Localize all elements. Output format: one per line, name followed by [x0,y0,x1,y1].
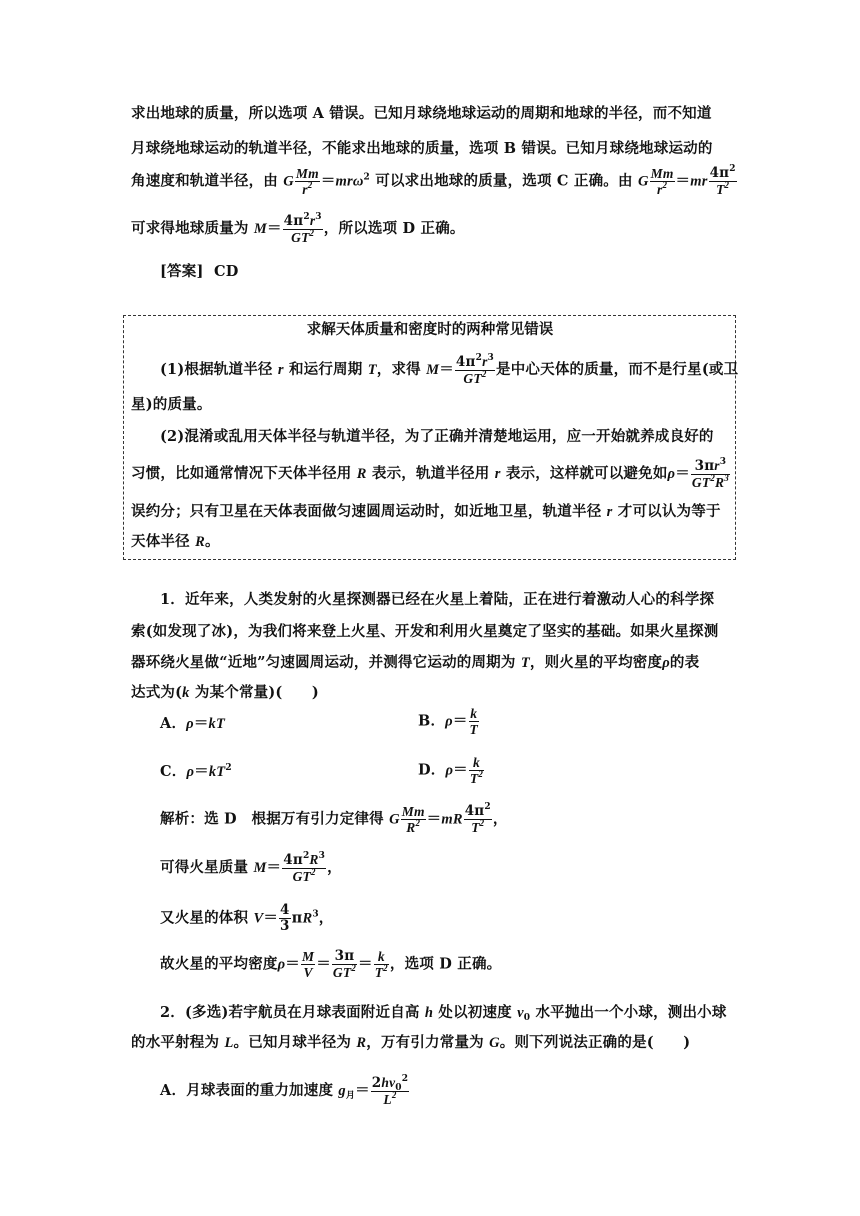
text-span: 索(如发现了冰)，为我们将来登上火星、开发和利用火星奠定了坚实的基础。如果火星探测 [131,623,719,640]
text-span: (2)混淆或乱用天体半径与轨道半径，为了正确并清楚地运用，应一开始就养成良好的 [160,428,714,445]
text-line [160,427,714,447]
text-span: 可得火星质量 [160,859,254,876]
fraction: $\frac{4\pi^2r^3}{GT^2}$ [283,212,322,245]
option-c: C．$\rho=kT^2$ [160,763,232,780]
fraction: $\frac{k}{T^2}$ [469,755,484,786]
text-span: 才可以认为等于 [612,503,721,520]
tip-box-title: 求解天体质量和密度时的两种常见错误 [306,322,554,338]
fraction: $\frac{Mm}{r^2}$ [650,166,674,197]
text-span: 。则下列说法正确的是( ) [499,1034,691,1051]
text-span: 2．(多选)若宇航员在月球表面附近自高 [160,1004,425,1021]
fraction: $\frac{3\pi r^3}{GT^2R^3}$ [691,457,729,490]
text-span: 故火星的平均密度 [160,955,278,973]
answer-label: [答案] [160,263,204,280]
text-span: 是中心天体的质量，而不是行星(或卫 [496,361,739,378]
text-span: ，则火星的平均密度 [529,654,663,671]
question-1-line [160,590,714,610]
solution-line: 可得火星质量 M＝ $\frac{4\pi^2R^3}{GT^2}$ ， [160,851,342,884]
fraction: $\frac{4\pi^2R^3}{GT^2}$ [283,851,326,884]
text-span: 达式为( [131,684,183,701]
text-span: 器环绕火星做“近地”匀速圆周运动，并测得它运动的周期为 [131,654,521,671]
fraction: $\frac{4\pi^2}{T^2}$ [709,164,736,197]
text-line: 角速度和轨道半径，由 G $\frac{Mm}{r^2}$ ＝mrω$^2$ 可以求出地球的质量，选项 C 正确。由 G $\frac{Mm}{r^2}$ ＝mr $\frac{4\pi^2}{T^2}$ [131,164,736,197]
text-span: 可以求出地球的质量，选项 C 正确。由 [375,172,638,190]
text-span: 天体半径 [131,533,196,550]
text-span: 的表 [669,654,700,671]
text-line: 可求得地球质量为 M＝ $\frac{4\pi^2r^3}{GT^2}$ ，所以选项 D 正确。 [131,212,465,245]
fraction: $\frac{2hv_0^2}{L^2}$ [371,1074,409,1107]
solution-line: 故火星的平均密度ρ＝ $\frac{M}{V}$ ＝ $\frac{3\pi}{GT^2}$ ＝ $\frac{k}{T^2}$ ，选项 D 正确。 [160,948,502,980]
fraction: $\frac{k}{T}$ [469,706,478,737]
text-span: 习惯，比如通常情况下天体半径用 [131,465,357,482]
question-1-line: 达式为(k 为某个常量)( ) [131,684,319,701]
text-span: ，选项 D 正确。 [389,955,502,973]
text-span: 表示，这样就可以避免如 [500,465,668,482]
text-line: 天体半径 R。 [131,533,220,550]
option-a: A．月球表面的重力加速度 $g_月=$ $\frac{2hv_0^2}{L^2}$ [160,1074,409,1107]
fraction: $\frac{4\pi^2r^3}{GT^2}$ [455,353,495,386]
question-2-line: 的水平射程为 L。已知月球半径为 R，万有引力常量为 G。则下列说法正确的是( ) [131,1034,691,1051]
option-a: A．ρ＝kT [160,715,226,732]
text-line: (1)根据轨道半径 r 和运行周期 T，求得 M＝ $\frac{4\pi^2r^3}{GT^2}$ 是中心天体的质量，而不是行星(或卫 [160,353,739,386]
option-label: A．月球表面的重力加速度 [160,1082,339,1099]
text-span: ，所以选项 D 正确。 [323,220,465,237]
text-span: (1)根据轨道半径 [160,361,278,378]
text-span: 表示，轨道半径用 [366,465,495,482]
option-label: C． [160,763,187,780]
fraction: $\frac{3\pi}{GT^2}$ [332,948,357,980]
text-span: 。 [204,533,220,550]
text-span: 求出地球的质量，所以选项 A 错误。已知月球绕地球运动的周期和地球的半径，而不知道 [131,105,712,122]
text-line [131,395,212,415]
text-line: 误约分；只有卫星在天体表面做匀速圆周运动时，如近地卫星，轨道半径 r 才可以认为等于 [131,503,721,520]
fraction: $\frac{4}{3}$ [280,902,290,934]
text-span: 的水平射程为 [131,1034,225,1051]
fraction: $\frac{Mm}{R^2}$ [401,804,425,835]
option-d: D．ρ＝ $\frac{k}{T^2}$ [418,755,484,786]
fraction: $\frac{M}{V}$ [301,949,315,980]
text-span: ，万有引力常量为 [366,1034,490,1051]
text-span: ，求得 [376,361,427,378]
option-label: D． [418,761,446,779]
text-line [131,139,713,159]
fraction: $\frac{Mm}{r^2}$ [295,166,319,197]
question-1-line: 器环绕火星做“近地”匀速圆周运动，并测得它运动的周期为 T，则火星的平均密度ρ的表 [131,654,700,671]
text-span: 可求得地球质量为 [131,220,254,237]
question-2-line: 2．(多选)若宇航员在月球表面附近自高 h 处以初速度 $v_0$ 水平抛出一个小球，测出小球 [160,1004,727,1023]
fraction: $\frac{4\pi^2}{T^2}$ [464,802,491,835]
text-span: 和运行周期 [283,361,368,378]
solution-line: 解析：选 D 根据万有引力定律得 G $\frac{Mm}{R^2}$ ＝mR $\frac{4\pi^2}{T^2}$ ， [160,802,508,835]
text-span: 为某个常量)( ) [189,684,319,701]
text-span: 处以初速度 [433,1004,518,1021]
text-span: 解析：选 D 根据万有引力定律得 [160,810,390,828]
option-b: B．ρ＝ $\frac{k}{T}$ [418,706,478,737]
answer-line [160,262,239,282]
answer-value: CD [214,263,239,280]
text-line: 习惯，比如通常情况下天体半径用 R 表示，轨道半径用 r 表示，这样就可以避免如ρ＝ $\frac{3\pi r^3}{GT^2R^3}$ [131,457,729,490]
text-span: 角速度和轨道半径，由 [131,172,284,190]
text-span: 星)的质量。 [131,396,212,413]
text-span: 。已知月球半径为 [233,1034,357,1051]
question-1-line [131,622,718,642]
option-label: A． [160,715,187,732]
text-span: 误约分；只有卫星在天体表面做匀速圆周运动时，如近地卫星，轨道半径 [131,503,607,520]
text-span: 水平抛出一个小球，测出小球 [530,1004,727,1021]
option-label: B． [418,712,446,730]
text-span: 1．近年来，人类发射的火星探测器已经在火星上着陆，正在进行着激动人心的科学探 [160,591,715,608]
text-line [131,104,712,124]
text-span: 月球绕地球运动的轨道半径，不能求出地球的质量，选项 B 错误。已知月球绕地球运动的 [131,140,713,157]
text-span: 又火星的体积 [160,909,254,927]
fraction: $\frac{k}{T^2}$ [374,949,388,980]
solution-line: 又火星的体积 V＝ $\frac{4}{3}$ $\pi R^3$， [160,902,334,934]
